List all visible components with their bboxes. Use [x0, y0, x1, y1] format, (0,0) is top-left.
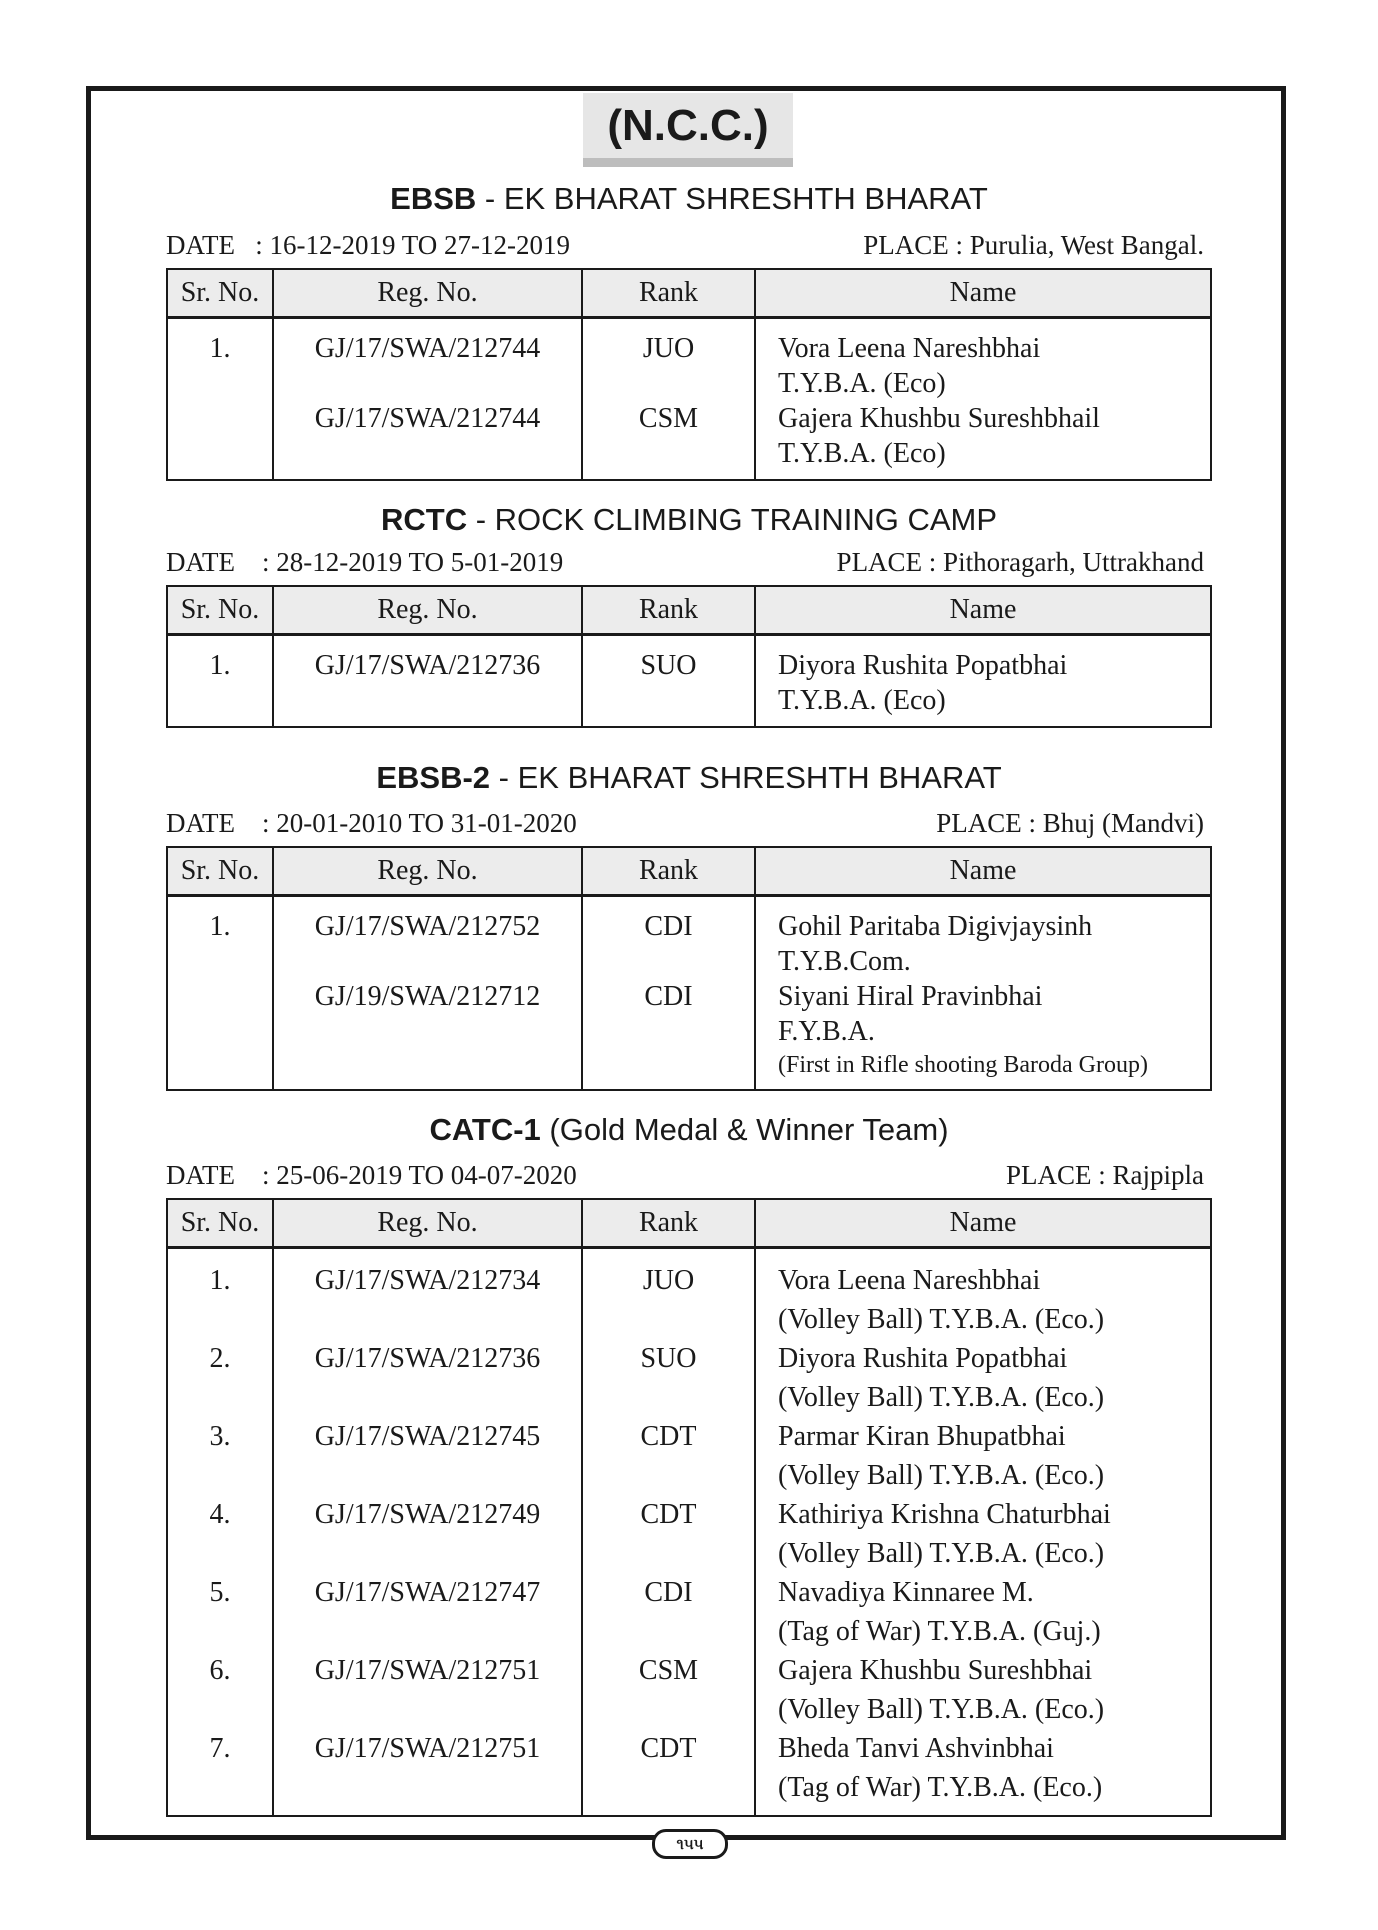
section-code: CATC-1	[429, 1112, 541, 1147]
cell-text: SUO	[640, 1343, 697, 1374]
title-underline	[583, 158, 793, 167]
col-header-rank: Rank	[582, 1199, 755, 1248]
cell-rank	[582, 1573, 755, 1651]
place-text: PLACE : Pithoragarh, Uttrakhand	[836, 547, 1204, 577]
table-row	[167, 1651, 1211, 1729]
section-dateline	[166, 806, 1204, 840]
cell-text: GJ/17/SWA/212751	[314, 1733, 541, 1764]
col-header-reg-no: Reg. No.	[273, 269, 582, 318]
date-text	[166, 228, 570, 262]
cell-text: Gohil Paritaba Digivjaysinh	[778, 911, 1093, 942]
date-label: DATE	[166, 808, 235, 838]
cell-text: (Volley Ball) T.Y.B.A. (Eco.)	[778, 1304, 1105, 1335]
date-value: : 16-12-2019 TO 27-12-2019	[235, 230, 570, 260]
cell-text: (Tag of War) T.Y.B.A. (Eco.)	[778, 1772, 1103, 1803]
cell-text: CDI	[644, 981, 693, 1012]
cell-rank	[582, 1495, 755, 1573]
section-table	[166, 585, 1212, 728]
col-header-name: Name	[755, 269, 1211, 318]
cell-text: CSM	[638, 403, 699, 434]
table-row	[167, 1495, 1211, 1573]
cell-text: Vora Leena Nareshbhai	[778, 1265, 1041, 1296]
col-header-name: Name	[755, 1199, 1211, 1248]
cell-text: Vora Leena Nareshbhai	[778, 333, 1041, 364]
date-text	[166, 806, 577, 840]
cell-text: 7.	[209, 1733, 231, 1764]
cell-name	[755, 1729, 1211, 1816]
cell-rank	[582, 1248, 755, 1340]
page-number: ૧૫૫	[652, 1829, 728, 1859]
section-table	[166, 846, 1212, 1091]
date-text	[166, 545, 563, 579]
cell-text: 1.	[209, 333, 231, 364]
table-header-row	[167, 1199, 1211, 1248]
cell-sr-no	[167, 1248, 273, 1340]
cell-sr-no	[167, 1339, 273, 1417]
cell-text: GJ/17/SWA/212736	[314, 1343, 541, 1374]
table-row	[167, 896, 1211, 1091]
cell-text: GJ/19/SWA/212712	[314, 981, 541, 1012]
date-text	[166, 1158, 577, 1192]
cell-text: 2.	[209, 1343, 231, 1374]
cell-sr-no	[167, 1729, 273, 1816]
section-title: - EK BHARAT SHRESHTH BHARAT	[490, 760, 1002, 795]
cell-text: CDT	[640, 1499, 697, 1530]
cell-text: GJ/17/SWA/212736	[314, 650, 541, 681]
cell-rank	[582, 318, 755, 481]
section-table	[166, 268, 1212, 481]
cell-rank	[582, 1417, 755, 1495]
table-header-row	[167, 269, 1211, 318]
cell-text: Diyora Rushita Popatbhai	[778, 650, 1068, 681]
cell-text: GJ/17/SWA/212752	[314, 911, 541, 942]
cell-note: (First in Rifle shooting Baroda Group)	[778, 1052, 1148, 1078]
col-header-name: Name	[755, 847, 1211, 896]
cell-text: 1.	[209, 650, 231, 681]
cell-text: (Volley Ball) T.Y.B.A. (Eco.)	[778, 1538, 1105, 1569]
section-heading-catc-1	[166, 1110, 1212, 1150]
section-code: EBSB-2	[376, 760, 491, 795]
cell-name	[755, 1248, 1211, 1340]
cell-text: CDT	[640, 1733, 697, 1764]
cell-name	[755, 1339, 1211, 1417]
cell-text: (Tag of War) T.Y.B.A. (Guj.)	[778, 1616, 1101, 1647]
cell-text: Navadiya Kinnaree M.	[778, 1577, 1034, 1608]
cell-reg-no	[273, 1417, 582, 1495]
cell-sr-no	[167, 1495, 273, 1573]
cell-text: Gajera Khushbu Sureshbhai	[778, 1655, 1093, 1686]
cell-text: 4.	[209, 1499, 231, 1530]
cell-reg-no	[273, 1573, 582, 1651]
cell-rank	[582, 896, 755, 1091]
table-header-row	[167, 847, 1211, 896]
col-header-sr-no: Sr. No.	[167, 269, 273, 318]
col-header-reg-no: Reg. No.	[273, 1199, 582, 1248]
cell-rank	[582, 1729, 755, 1816]
section-dateline	[166, 228, 1204, 262]
date-value: : 25-06-2019 TO 04-07-2020	[235, 1160, 577, 1190]
cell-reg-no	[273, 1729, 582, 1816]
cell-reg-no	[273, 635, 582, 728]
cell-rank	[582, 1339, 755, 1417]
section-code: EBSB	[390, 181, 477, 216]
date-value: : 28-12-2019 TO 5-01-2019	[235, 547, 564, 577]
cell-text: T.Y.B.A. (Eco)	[778, 368, 946, 399]
cell-text: 1.	[209, 1265, 231, 1296]
cell-text: CDI	[644, 911, 693, 942]
cell-text: Gajera Khushbu Sureshbhail	[778, 403, 1100, 434]
cell-text: GJ/17/SWA/212747	[314, 1577, 541, 1608]
cell-name	[755, 1651, 1211, 1729]
cell-text: 3.	[209, 1421, 231, 1452]
cell-text: GJ/17/SWA/212745	[314, 1421, 541, 1452]
cell-text: SUO	[640, 650, 697, 681]
section-table	[166, 1198, 1212, 1817]
cell-text: (Volley Ball) T.Y.B.A. (Eco.)	[778, 1382, 1105, 1413]
cell-sr-no	[167, 1417, 273, 1495]
table-header-row	[167, 586, 1211, 635]
cell-text: T.Y.B.Com.	[778, 946, 911, 977]
cell-text: (Volley Ball) T.Y.B.A. (Eco.)	[778, 1694, 1105, 1725]
date-value: : 20-01-2010 TO 31-01-2020	[235, 808, 577, 838]
cell-sr-no	[167, 318, 273, 481]
cell-name	[755, 1573, 1211, 1651]
table-row	[167, 1339, 1211, 1417]
cell-text: T.Y.B.A. (Eco)	[778, 438, 946, 469]
place-text: PLACE : Rajpipla	[1006, 1160, 1204, 1190]
cell-sr-no	[167, 896, 273, 1091]
cell-reg-no	[273, 1495, 582, 1573]
cell-text: CDT	[640, 1421, 697, 1452]
date-label: DATE	[166, 547, 235, 577]
section-dateline	[166, 545, 1204, 579]
cell-text: GJ/17/SWA/212749	[314, 1499, 541, 1530]
cell-text: 1.	[209, 911, 231, 942]
cell-text: Diyora Rushita Popatbhai	[778, 1343, 1068, 1374]
col-header-reg-no: Reg. No.	[273, 847, 582, 896]
col-header-rank: Rank	[582, 269, 755, 318]
cell-reg-no	[273, 1248, 582, 1340]
cell-text: F.Y.B.A.	[778, 1016, 875, 1047]
section-title: - EK BHARAT SHRESHTH BHARAT	[476, 181, 988, 216]
cell-text: JUO	[642, 1265, 695, 1296]
cell-text: Bheda Tanvi Ashvinbhai	[778, 1733, 1054, 1764]
cell-rank	[582, 1651, 755, 1729]
cell-reg-no	[273, 896, 582, 1091]
cell-text: JUO	[642, 333, 695, 364]
section-heading-ebsb-2	[166, 758, 1212, 798]
col-header-rank: Rank	[582, 847, 755, 896]
place-text: PLACE : Purulia, West Bangal.	[863, 230, 1204, 260]
date-label: DATE	[166, 230, 235, 260]
col-header-sr-no: Sr. No.	[167, 586, 273, 635]
cell-rank	[582, 635, 755, 728]
cell-text: 5.	[209, 1577, 231, 1608]
cell-text: Kathiriya Krishna Chaturbhai	[778, 1499, 1111, 1530]
col-header-sr-no: Sr. No.	[167, 1199, 273, 1248]
cell-name	[755, 635, 1211, 728]
cell-reg-no	[273, 318, 582, 481]
section-heading-rctc	[166, 500, 1212, 540]
cell-name	[755, 896, 1211, 1091]
table-row	[167, 1573, 1211, 1651]
table-row	[167, 1417, 1211, 1495]
cell-reg-no	[273, 1339, 582, 1417]
cell-sr-no	[167, 1651, 273, 1729]
cell-sr-no	[167, 635, 273, 728]
cell-text: GJ/17/SWA/212744	[314, 403, 541, 434]
cell-text: (Volley Ball) T.Y.B.A. (Eco.)	[778, 1460, 1105, 1491]
col-header-name: Name	[755, 586, 1211, 635]
cell-text: T.Y.B.A. (Eco)	[778, 685, 946, 716]
section-heading-ebsb	[166, 179, 1212, 219]
table-row	[167, 1248, 1211, 1340]
col-header-rank: Rank	[582, 586, 755, 635]
cell-text: Siyani Hiral Pravinbhai	[778, 981, 1043, 1012]
cell-text: GJ/17/SWA/212734	[314, 1265, 541, 1296]
cell-text: CSM	[638, 1655, 699, 1686]
section-code: RCTC	[380, 502, 468, 537]
cell-name	[755, 1495, 1211, 1573]
section-title: - ROCK CLIMBING TRAINING CAMP	[467, 502, 998, 537]
cell-sr-no	[167, 1573, 273, 1651]
section-title: (Gold Medal & Winner Team)	[540, 1112, 949, 1147]
date-label: DATE	[166, 1160, 235, 1190]
cell-text: GJ/17/SWA/212751	[314, 1655, 541, 1686]
col-header-sr-no: Sr. No.	[167, 847, 273, 896]
page-title: (N.C.C.)	[583, 93, 793, 158]
table-row	[167, 1729, 1211, 1816]
cell-text: 6.	[209, 1655, 231, 1686]
col-header-reg-no: Reg. No.	[273, 586, 582, 635]
cell-name	[755, 1417, 1211, 1495]
cell-text: GJ/17/SWA/212744	[314, 333, 541, 364]
section-dateline	[166, 1158, 1204, 1192]
place-text: PLACE : Bhuj (Mandvi)	[936, 808, 1204, 838]
cell-reg-no	[273, 1651, 582, 1729]
cell-text: CDI	[644, 1577, 693, 1608]
cell-name	[755, 318, 1211, 481]
table-row	[167, 318, 1211, 481]
table-row	[167, 635, 1211, 728]
cell-text: Parmar Kiran Bhupatbhai	[778, 1421, 1066, 1452]
